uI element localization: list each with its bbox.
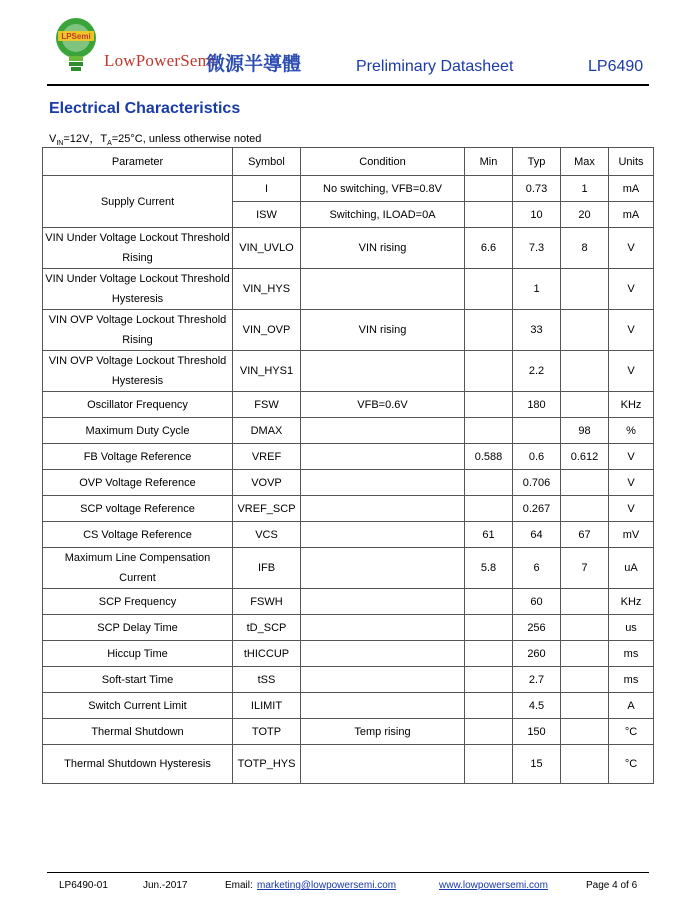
cell-condition: VIN rising [301, 310, 465, 351]
table-row [43, 310, 654, 351]
cell-typ: 4.5 [513, 693, 561, 719]
cell-min [465, 310, 513, 351]
cell-symbol: IFB [233, 548, 301, 589]
cell-typ: 6 [513, 548, 561, 589]
cell-condition [301, 444, 465, 470]
cell-max [561, 310, 609, 351]
bulb-logo-icon [50, 14, 110, 80]
cell-max [561, 745, 609, 784]
cell-units: us [609, 615, 654, 641]
cell-param: Oscillator Frequency [43, 392, 233, 418]
cell-param: Maximum Duty Cycle [43, 418, 233, 444]
cell-typ: 7.3 [513, 228, 561, 269]
cell-units: ms [609, 667, 654, 693]
cell-units: V [609, 310, 654, 351]
cell-max: 98 [561, 418, 609, 444]
logo-badge: LPSemi [61, 32, 91, 41]
cell-units: uA [609, 548, 654, 589]
table-row [43, 444, 654, 470]
cell-typ: 0.706 [513, 470, 561, 496]
cell-param: FB Voltage Reference [43, 444, 233, 470]
cell-condition: VFB=0.6V [301, 392, 465, 418]
cell-typ: 150 [513, 719, 561, 745]
cell-min [465, 392, 513, 418]
cell-min [465, 719, 513, 745]
cell-symbol: TOTP_HYS [233, 745, 301, 784]
cell-max: 0.612 [561, 444, 609, 470]
table-row [43, 719, 654, 745]
column-header: Symbol [233, 148, 301, 176]
cell-min [465, 269, 513, 310]
cell-condition [301, 693, 465, 719]
cell-min: 6.6 [465, 228, 513, 269]
cell-typ: 15 [513, 745, 561, 784]
cell-units: V [609, 269, 654, 310]
cell-symbol: FSWH [233, 589, 301, 615]
cell-symbol: ILIMIT [233, 693, 301, 719]
cell-symbol: tSS [233, 667, 301, 693]
cell-symbol: VCS [233, 522, 301, 548]
column-header: Typ [513, 148, 561, 176]
cell-typ [513, 418, 561, 444]
cell-units: V [609, 351, 654, 392]
cell-units: V [609, 496, 654, 522]
table-row [43, 496, 654, 522]
cell-min [465, 615, 513, 641]
cell-max [561, 589, 609, 615]
cell-units: KHz [609, 392, 654, 418]
section-title: Electrical Characteristics [49, 100, 241, 117]
cell-min: 61 [465, 522, 513, 548]
cell-symbol: I [233, 176, 301, 202]
cell-symbol: tD_SCP [233, 615, 301, 641]
cell-condition: Temp rising [301, 719, 465, 745]
cell-param: Hiccup Time [43, 641, 233, 667]
cell-symbol: VREF_SCP [233, 496, 301, 522]
cell-typ: 0.267 [513, 496, 561, 522]
cell-param: VIN Under Voltage Lockout Threshold Rising [43, 228, 233, 269]
page-header [0, 0, 695, 90]
electrical-characteristics-table [42, 147, 654, 784]
cell-min [465, 470, 513, 496]
cell-max [561, 693, 609, 719]
table-row [43, 351, 654, 392]
footer-email-link[interactable]: marketing@lowpowersemi.com [257, 880, 397, 891]
cell-typ: 2.7 [513, 667, 561, 693]
cell-condition [301, 745, 465, 784]
company-logo [50, 14, 350, 80]
cell-units: °C [609, 745, 654, 784]
cell-min [465, 176, 513, 202]
cell-typ: 256 [513, 615, 561, 641]
header-divider [47, 84, 649, 86]
cell-param: Switch Current Limit [43, 693, 233, 719]
cell-param: CS Voltage Reference [43, 522, 233, 548]
cell-param: Thermal Shutdown Hysteresis [43, 745, 233, 784]
cell-symbol: tHICCUP [233, 641, 301, 667]
cell-max: 67 [561, 522, 609, 548]
cell-min [465, 351, 513, 392]
cell-max: 20 [561, 202, 609, 228]
cell-param: Soft-start Time [43, 667, 233, 693]
column-header: Units [609, 148, 654, 176]
cell-symbol: VIN_OVP [233, 310, 301, 351]
footer-divider [47, 872, 649, 873]
cell-condition [301, 522, 465, 548]
table-row [43, 693, 654, 719]
cell-min: 0.588 [465, 444, 513, 470]
cell-typ: 260 [513, 641, 561, 667]
cell-min: 5.8 [465, 548, 513, 589]
table-row [43, 667, 654, 693]
cell-max [561, 269, 609, 310]
cell-param: Maximum Line Compensation Current [43, 548, 233, 589]
cell-max [561, 615, 609, 641]
cell-symbol: VIN_UVLO [233, 228, 301, 269]
column-header: Min [465, 148, 513, 176]
cell-units: V [609, 444, 654, 470]
cell-typ: 0.73 [513, 176, 561, 202]
cell-units: °C [609, 719, 654, 745]
cell-condition [301, 615, 465, 641]
cell-condition [301, 351, 465, 392]
cell-condition [301, 470, 465, 496]
part-number: LP6490 [588, 58, 644, 75]
cell-min [465, 589, 513, 615]
cell-condition: No switching, VFB=0.8V [301, 176, 465, 202]
cell-symbol: VIN_HYS [233, 269, 301, 310]
table-row [43, 745, 654, 784]
table-row [43, 641, 654, 667]
brand-name: LowPowerSemi [104, 51, 216, 70]
cell-max: 1 [561, 176, 609, 202]
table-row [43, 522, 654, 548]
table-row [43, 392, 654, 418]
cell-typ: 33 [513, 310, 561, 351]
cell-max [561, 470, 609, 496]
cell-min [465, 641, 513, 667]
cell-condition [301, 641, 465, 667]
cell-max [561, 667, 609, 693]
cell-param: VIN OVP Voltage Lockout Threshold Hysteresis [43, 351, 233, 392]
cell-typ: 1 [513, 269, 561, 310]
cell-units: mV [609, 522, 654, 548]
cell-max: 8 [561, 228, 609, 269]
cell-typ: 64 [513, 522, 561, 548]
column-header: Condition [301, 148, 465, 176]
cell-max [561, 351, 609, 392]
table-row [43, 589, 654, 615]
cell-min [465, 202, 513, 228]
cell-typ: 0.6 [513, 444, 561, 470]
cell-symbol: DMAX [233, 418, 301, 444]
table-row [43, 228, 654, 269]
cell-param: SCP Delay Time [43, 615, 233, 641]
table-row [43, 176, 654, 202]
cell-max [561, 641, 609, 667]
footer-date: Jun.-2017 [143, 880, 188, 891]
table-row [43, 418, 654, 444]
footer-doc-number: LP6490-01 [59, 880, 108, 891]
footer-email-label: Email: [225, 880, 253, 891]
cell-condition [301, 269, 465, 310]
cell-condition [301, 589, 465, 615]
cell-symbol: FSW [233, 392, 301, 418]
cell-min [465, 745, 513, 784]
cell-param: Thermal Shutdown [43, 719, 233, 745]
cell-typ: 2.2 [513, 351, 561, 392]
cell-condition: Switching, ILOAD=0A [301, 202, 465, 228]
footer-website-link[interactable]: www.lowpowersemi.com [439, 880, 548, 891]
table-row [43, 615, 654, 641]
cell-symbol: VIN_HYS1 [233, 351, 301, 392]
cell-param: OVP Voltage Reference [43, 470, 233, 496]
table-row [43, 269, 654, 310]
cell-typ: 60 [513, 589, 561, 615]
column-header: Parameter [43, 148, 233, 176]
cell-units: mA [609, 176, 654, 202]
cell-condition [301, 667, 465, 693]
cell-symbol: VOVP [233, 470, 301, 496]
cell-param: VIN OVP Voltage Lockout Threshold Rising [43, 310, 233, 351]
cell-units: ms [609, 641, 654, 667]
cell-param: SCP voltage Reference [43, 496, 233, 522]
test-conditions: $V_{IN}=12V$，$T_A=25^\circ C$, unless otherwise noted [49, 133, 262, 148]
cell-symbol: ISW [233, 202, 301, 228]
cell-units: A [609, 693, 654, 719]
column-header: Max [561, 148, 609, 176]
cell-typ: 180 [513, 392, 561, 418]
brand-name-chinese: 微源半導體 [206, 53, 302, 75]
cell-param: Supply Current [43, 176, 233, 228]
cell-min [465, 667, 513, 693]
cell-min [465, 418, 513, 444]
document-title: Preliminary Datasheet [356, 58, 514, 75]
cell-condition [301, 496, 465, 522]
cell-param: SCP Frequency [43, 589, 233, 615]
table-header-row [43, 148, 654, 176]
cell-units: V [609, 470, 654, 496]
cell-condition [301, 418, 465, 444]
cell-max: 7 [561, 548, 609, 589]
cell-min [465, 496, 513, 522]
cell-typ: 10 [513, 202, 561, 228]
cell-units: % [609, 418, 654, 444]
footer-page-number: Page 4 of 6 [586, 880, 638, 891]
cell-units: V [609, 228, 654, 269]
cell-units: mA [609, 202, 654, 228]
table-row [43, 548, 654, 589]
table-row [43, 470, 654, 496]
cell-min [465, 693, 513, 719]
cell-max [561, 392, 609, 418]
cell-max [561, 496, 609, 522]
cell-param: VIN Under Voltage Lockout Threshold Hysteresis [43, 269, 233, 310]
cell-condition [301, 548, 465, 589]
cell-units: KHz [609, 589, 654, 615]
cell-max [561, 719, 609, 745]
cell-symbol: TOTP [233, 719, 301, 745]
cell-condition: VIN rising [301, 228, 465, 269]
cell-symbol: VREF [233, 444, 301, 470]
